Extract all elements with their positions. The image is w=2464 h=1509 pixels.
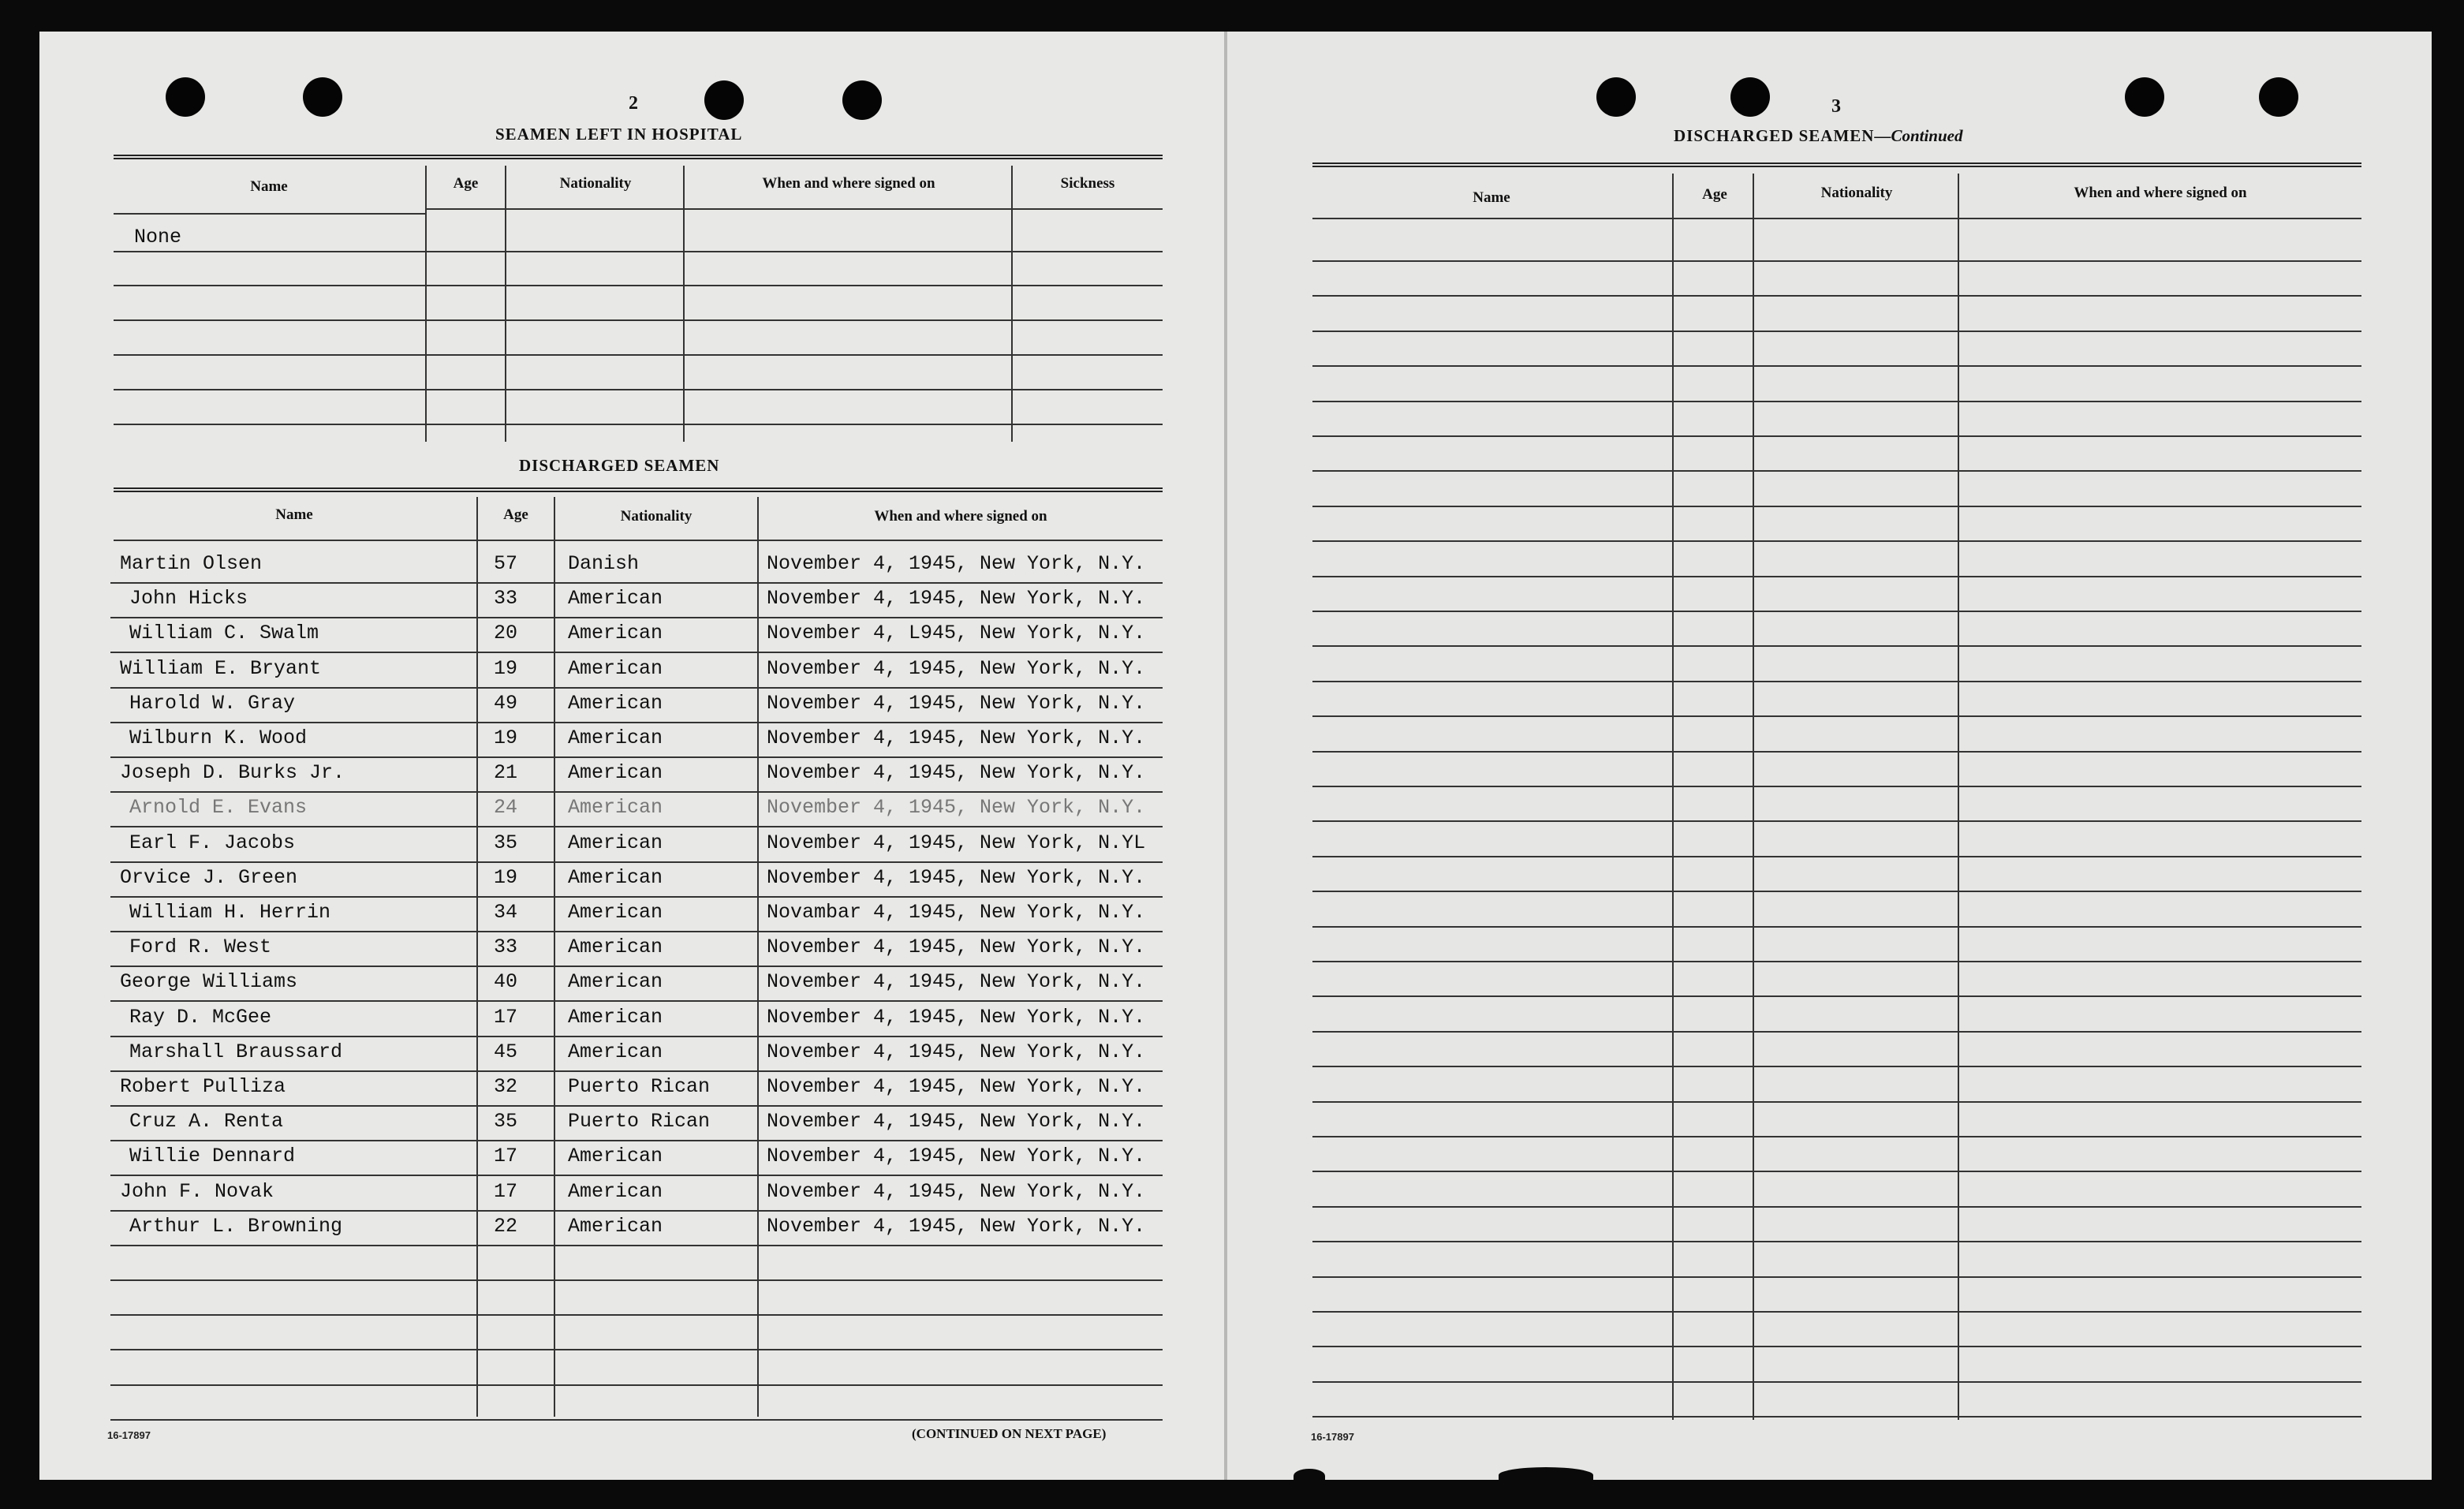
left-page [39,32,1226,1480]
seaman-nationality: American [568,831,663,854]
seaman-name: John Hicks [129,587,248,610]
table-rule [1312,820,2361,822]
seaman-age: 33 [494,936,518,958]
table-rule [110,1140,1163,1141]
seaman-name: William C. Swalm [129,622,319,644]
seaman-age: 17 [494,1145,518,1167]
seaman-name: Orvice J. Green [120,866,298,889]
seaman-signed-on: November 4, 1945, New York, N.Y. [767,1075,1146,1098]
table-rule [1312,1416,2361,1417]
seaman-age: 17 [494,1006,518,1029]
seaman-age: 17 [494,1180,518,1203]
seaman-signed-on: November 4, 1945, New York, N.Y. [767,761,1146,784]
table-rule [1312,260,2361,262]
table-rule [1312,1276,2361,1278]
seaman-age: 20 [494,622,518,644]
seaman-age: 22 [494,1215,518,1238]
seaman-age: 32 [494,1075,518,1098]
table-rule [1312,1101,2361,1103]
table-rule [1312,576,2361,577]
seaman-age: 45 [494,1040,518,1063]
table-rule [1312,611,2361,612]
seaman-signed-on: November 4, L945, New York, N.Y. [767,622,1146,644]
seaman-name: Martin Olsen [120,552,263,575]
table-rule [110,1070,1163,1072]
punch-hole-icon [2259,77,2298,117]
seaman-name: Ford R. West [129,936,272,958]
column-header-nationality: Nationality [1820,185,1893,201]
table-rule [114,319,1163,321]
seaman-nationality: American [568,1040,663,1063]
seaman-name: Marshall Braussard [129,1040,343,1063]
seaman-nationality: Puerto Rican [568,1075,711,1098]
double-rule [1312,162,2361,167]
seaman-nationality: American [568,866,663,889]
seaman-signed-on: November 4, 1945, New York, N.Y. [767,657,1146,680]
seaman-name: Joseph D. Burks Jr. [120,761,345,784]
seaman-signed-on: November 4, 1945, New York, N.Y. [767,796,1146,819]
seaman-name: Earl F. Jacobs [129,831,296,854]
seaman-nationality: American [568,936,663,958]
column-header-name: Name [1473,189,1510,206]
table-rule [110,966,1163,967]
continued-heading-suffix: —Continued [1874,126,1963,145]
seaman-signed-on: November 4, 1945, New York, N.Y. [767,726,1146,749]
seaman-name: Robert Pulliza [120,1075,286,1098]
seaman-signed-on: November 4, 1945, New York, N.Y. [767,936,1146,958]
table-rule [110,1419,1163,1421]
seaman-age: 35 [494,1110,518,1133]
table-rule [1312,331,2361,332]
table-rule [114,354,1163,356]
table-rule [110,791,1163,793]
seaman-signed-on: November 4, 1945, New York, N.Y. [767,1040,1146,1063]
seaman-age: 19 [494,726,518,749]
column-divider [425,166,427,442]
table-rule [1312,295,2361,297]
seaman-age: 34 [494,901,518,924]
seaman-age: 57 [494,552,518,575]
table-rule [1312,1206,2361,1208]
table-rule [1312,401,2361,402]
seaman-name: William H. Herrin [129,901,331,924]
seaman-nationality: American [568,622,663,644]
seaman-name: John F. Novak [120,1180,274,1203]
seaman-name: George Williams [120,970,298,993]
seaman-signed-on: November 4, 1945, New York, N.Y. [767,692,1146,715]
table-rule [1312,365,2361,367]
table-rule [110,617,1163,618]
seaman-name: Arthur L. Browning [129,1215,343,1238]
table-rule [110,1210,1163,1212]
table-rule [1312,926,2361,928]
seaman-name: Wilburn K. Wood [129,726,308,749]
column-divider [1753,174,1754,1420]
seaman-name: Harold W. Gray [129,692,296,715]
column-header-sickness: Sickness [1060,175,1115,192]
seaman-nationality: Puerto Rican [568,1110,711,1133]
table-rule [1312,1311,2361,1313]
continued-heading [1674,126,1963,146]
table-rule [110,1314,1163,1316]
table-rule [110,826,1163,827]
seaman-nationality: American [568,726,663,749]
seaman-nationality: American [568,692,663,715]
seaman-age: 19 [494,657,518,680]
page-number: 2 [629,93,638,114]
column-divider [1672,174,1674,1420]
table-rule [1312,715,2361,717]
seaman-nationality: American [568,657,663,680]
table-rule [110,896,1163,898]
seaman-age: 40 [494,970,518,993]
hospital-entry: None [134,226,182,248]
column-header-age: Age [503,506,528,523]
column-header-age: Age [1702,186,1727,203]
column-header-nationality: Nationality [620,508,693,525]
table-rule [114,285,1163,286]
discharged-heading: DISCHARGED SEAMEN [519,456,720,475]
double-rule [114,155,1163,159]
column-divider [1011,166,1013,442]
table-rule [1312,1346,2361,1347]
table-rule [114,389,1163,390]
table-rule [114,424,1163,425]
punch-hole-icon [303,77,342,117]
table-rule [110,1279,1163,1281]
table-rule [1312,645,2361,647]
table-rule [110,1175,1163,1176]
seaman-signed-on: November 4, 1945, New York, N.Y. [767,866,1146,889]
punch-hole-icon [842,80,882,120]
table-rule [110,582,1163,584]
table-rule [1312,1066,2361,1067]
seaman-name: Willie Dennard [129,1145,296,1167]
hospital-heading: SEAMEN LEFT IN HOSPITAL [495,125,743,144]
continued-note: (CONTINUED ON NEXT PAGE) [912,1426,1107,1441]
table-rule [114,213,425,215]
punch-hole-icon [2125,77,2164,117]
table-rule [110,1000,1163,1002]
seaman-signed-on: November 4, 1945, New York, N.Y. [767,1180,1146,1203]
page-gutter [1224,32,1227,1480]
seaman-signed-on: November 4, 1945, New York, N.Y. [767,1110,1146,1133]
column-header-signed-on: When and where signed on [874,508,1047,525]
column-divider [1958,174,1959,1420]
seaman-signed-on: November 4, 1945, New York, N.Y. [767,1145,1146,1167]
table-rule [110,652,1163,653]
table-rule [1312,470,2361,472]
column-header-name: Name [275,506,313,523]
form-number: 16-17897 [107,1429,151,1441]
seaman-nationality: American [568,1215,663,1238]
seaman-age: 19 [494,866,518,889]
seaman-signed-on: November 4, 1945, New York, N.Y. [767,1006,1146,1029]
table-rule [114,540,1163,541]
table-rule [1312,681,2361,682]
seaman-signed-on: November 4, 1945, New York, N.Y. [767,1215,1146,1238]
seaman-nationality: American [568,970,663,993]
table-rule [1312,995,2361,997]
table-rule [110,687,1163,689]
seaman-name: Arnold E. Evans [129,796,308,819]
table-rule [1312,1171,2361,1172]
table-rule [1312,506,2361,507]
column-header-signed-on: When and where signed on [2074,185,2247,201]
table-rule [1312,751,2361,753]
seaman-nationality: American [568,796,663,819]
table-rule [1312,786,2361,787]
right-page [1226,32,2432,1480]
column-header-name: Name [250,178,288,195]
table-rule [114,251,1163,252]
table-rule [1312,218,2361,219]
table-rule [1312,961,2361,962]
table-rule [110,931,1163,932]
column-header-age: Age [453,175,479,192]
table-rule [1312,540,2361,542]
table-rule [110,861,1163,863]
table-rule [1312,1241,2361,1242]
seaman-signed-on: November 4, 1945, New York, N.Y. [767,587,1146,610]
seaman-nationality: American [568,1180,663,1203]
seaman-age: 24 [494,796,518,819]
seaman-signed-on: November 4, 1945, New York, N.Y. [767,552,1146,575]
table-rule [110,1036,1163,1037]
table-rule [110,1245,1163,1246]
table-rule [110,1349,1163,1350]
continued-heading-main: DISCHARGED SEAMEN [1674,126,1875,145]
seaman-nationality: American [568,901,663,924]
seaman-nationality: American [568,587,663,610]
seaman-age: 35 [494,831,518,854]
punch-hole-icon [1730,77,1770,117]
form-number: 16-17897 [1311,1431,1354,1443]
seaman-name: Ray D. McGee [129,1006,272,1029]
seaman-signed-on: November 4, 1945, New York, N.YL [767,831,1146,854]
double-rule [114,487,1163,492]
table-rule [110,756,1163,758]
punch-hole-icon [1596,77,1636,117]
seaman-nationality: American [568,1145,663,1167]
table-rule [1312,891,2361,892]
table-rule [1312,856,2361,857]
page-number: 3 [1831,96,1841,117]
column-divider [683,166,685,442]
seaman-signed-on: November 4, 1945, New York, N.Y. [767,970,1146,993]
seaman-nationality: Danish [568,552,640,575]
column-divider [505,166,506,442]
table-rule [1312,1031,2361,1033]
seaman-nationality: American [568,761,663,784]
column-header-signed-on: When and where signed on [762,175,935,192]
seaman-age: 33 [494,587,518,610]
table-rule [1312,435,2361,437]
table-rule [427,208,1163,210]
table-rule [110,722,1163,723]
column-header-nationality: Nationality [559,175,632,192]
seaman-name: Cruz A. Renta [129,1110,284,1133]
punch-hole-icon [704,80,744,120]
seaman-age: 21 [494,761,518,784]
ink-smudge-icon [1294,1469,1325,1483]
table-rule [1312,1381,2361,1383]
table-rule [110,1105,1163,1107]
seaman-signed-on: Novambar 4, 1945, New York, N.Y. [767,901,1146,924]
seaman-name: William E. Bryant [120,657,322,680]
seaman-age: 49 [494,692,518,715]
table-rule [1312,1136,2361,1137]
seaman-nationality: American [568,1006,663,1029]
ink-smudge-icon [1499,1467,1593,1483]
table-rule [110,1384,1163,1386]
punch-hole-icon [166,77,205,117]
